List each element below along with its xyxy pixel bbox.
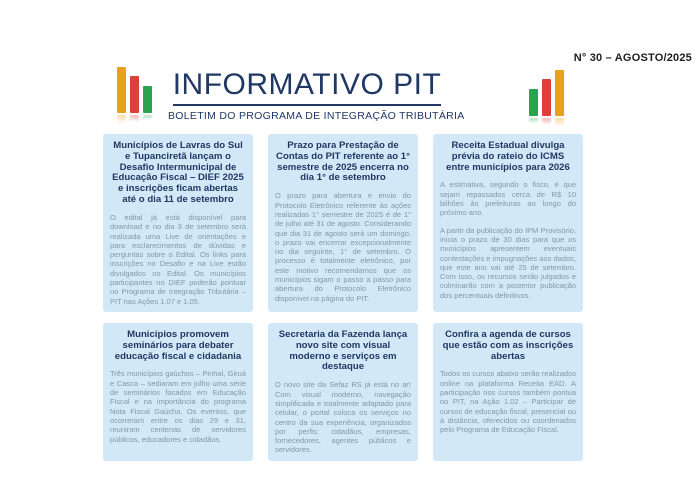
logo-bar-red [542,79,551,116]
card-body [110,213,246,306]
card-title: Confira a agenda de cursos que estão com as inscrições abertas [442,329,574,362]
card-body [440,369,576,434]
logo-bar-green [529,89,538,116]
logo-bars [529,69,564,116]
news-card [268,134,418,312]
card-title: Municípios de Lavras do Sul e Tupanciretã lançam o Desafio Intermunicipal de Educação Fiscal – DIEF 2025 e inscrições ficam abertas até o dia 11 de setembro [112,140,244,206]
card-body [110,369,246,443]
card-title: Receita Estadual divulga prévia do rateio do ICMS entre municípios para 2026 [446,140,570,173]
card-paragraph: O novo site da Sefaz RS já está no ar! Com visual moderno, navegação simplificada e totalmente adaptado para celular, o portal coloca os serviços no centro da sua experiência, organizados por perfis: cidadãos, empresas, fornecedores, agentes públicos e servidores. [275,380,411,455]
logo-bar-gold [117,67,126,113]
news-card [103,134,253,312]
card-paragraph: Três municípios gaúchos – Pinhal, Giruá e Casca – sediaram em julho uma série de seminários focados em Educação Fiscal e na importância do programa Nota Fiscal Gaúcha. Os eventos, que ocorreram entre os dias 29 e 31, reuniram centenas de servidores públicos, educadores e cidadãos. [110,369,246,444]
card-title: Prazo para Prestação de Contas do PIT referente ao 1° semestre de 2025 encerra no dia 1° de setembro [276,140,410,184]
logo-bar-red [130,76,139,113]
news-card [103,323,253,461]
card-paragraph: O edital já está disponível para download e no dia 3 de setembro será realizada uma Live de orientações e para esclarecimentos de dúvidas e perguntas sobre o Edital. Os links para inscrições no Desafio e na Live estão divulgados no Edital. Os municípios participantes no DIEF poderão pontuar no Programa de Integração Tributária – PIT nas Ações 1.07 e 1.05. [110,212,246,306]
news-grid [103,134,583,461]
card-title: Secretaria da Fazenda lança novo site com visual moderno e serviços em destaque [278,329,408,373]
logo-reflection [529,118,564,128]
card-paragraph: A estimativa, segundo o fisco, é que sejam repassados cerca de R$ 10 bilhões às prefeituras ao longo do próximo ano. [440,180,576,218]
newsletter-title: INFORMATIVO PIT [173,70,442,106]
card-paragraph: O prazo para abertura e envio do Protocolo Eletrônico referente às ações realizadas 1° semestre de 2025 é de 1° de julho até 31 de agosto. Considerando que dia 31 de agosto será um domingo, o prazo vai encerrar excepcionalmente no dia seguinte, 1° de setembro. O processo é totalmente eletrônico, por este motivo recomendamos que os municípios sigam o passo a passo para abertura do Protocolo Eletrônico disponível na página do PIT. [275,191,411,303]
logo-bars [117,66,152,113]
news-card [268,323,418,461]
card-paragraph: A partir da publicação do IPM Provisório, inicia o prazo de 30 dias para que os municípios apresentem eventuais contestações e impugnações aos dados, que este ano vai até 25 de setembro. Com isso, os recursos serão julgados e culminarão com a posterior publicação dos percentuais definitivos. [440,225,576,300]
bar-chart-logo-left-icon [117,66,152,125]
newsletter-subtitle: BOLETIM DO PROGRAMA DE INTEGRAÇÃO TRIBUTÁRIA [168,110,465,122]
logo-bar-gold [555,70,564,116]
news-card [433,134,583,312]
logo-bar-green [143,86,152,113]
card-body [440,180,576,300]
issue-number: N° 30 – AGOSTO/2025 [573,52,692,64]
bar-chart-logo-right-icon [529,69,564,128]
news-card [433,323,583,461]
card-paragraph: Todos os cursos abaixo serão realizados online na plataforma Receita EAD. A participação nos cursos também pontua no PIT, na Ação 1.02 – Participar de cursos de educação fiscal, presencial ou à distância, oferecidos ou coordenados pelo Programa de Educação Fiscal. [440,369,576,435]
title-block [168,68,465,122]
logo-reflection [117,115,152,125]
card-body [275,380,411,454]
masthead [0,0,700,130]
card-body [275,191,411,303]
card-title: Municípios promovem seminários para debater educação fiscal e cidadania [114,329,242,362]
